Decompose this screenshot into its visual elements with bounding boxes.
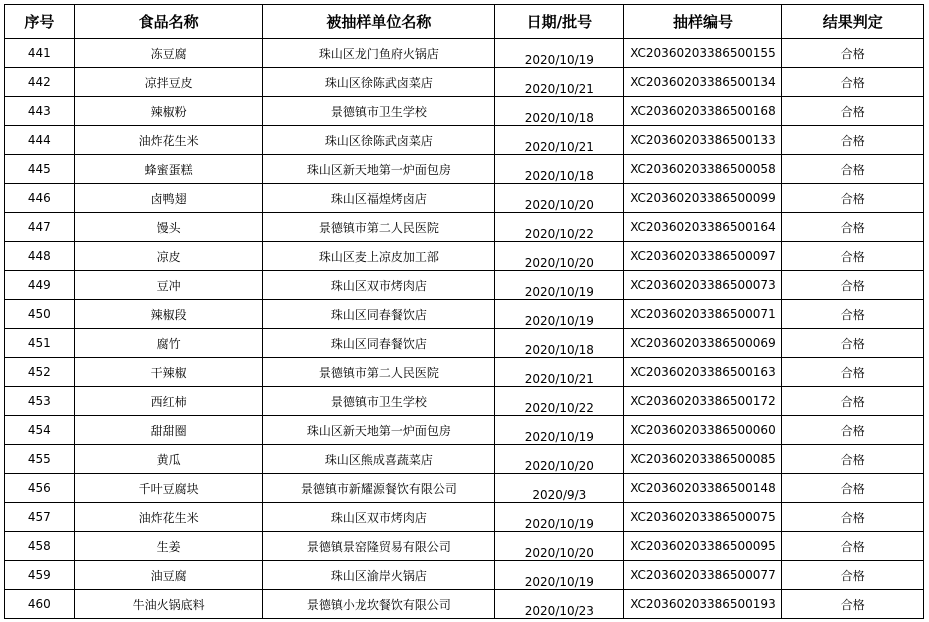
cell-date-batch[interactable]: 2020/10/20 xyxy=(495,184,624,213)
cell-seq[interactable]: 452 xyxy=(5,358,75,387)
cell-result[interactable]: 合格 xyxy=(782,561,924,590)
cell-seq[interactable]: 443 xyxy=(5,97,75,126)
table-row xyxy=(5,474,924,503)
table-row xyxy=(5,68,924,97)
cell-sampled-unit[interactable]: 珠山区渝岸火锅店 xyxy=(263,561,495,590)
cell-sampled-unit[interactable]: 景德镇市卫生学校 xyxy=(263,97,495,126)
cell-sampled-unit[interactable]: 珠山区同春餐饮店 xyxy=(263,329,495,358)
cell-date-batch[interactable]: 2020/10/19 xyxy=(495,503,624,532)
cell-seq[interactable]: 447 xyxy=(5,213,75,242)
cell-result[interactable]: 合格 xyxy=(782,242,924,271)
table-row xyxy=(5,39,924,68)
cell-seq[interactable]: 441 xyxy=(5,39,75,68)
cell-date-batch[interactable]: 2020/10/22 xyxy=(495,387,624,416)
cell-result[interactable]: 合格 xyxy=(782,184,924,213)
cell-result[interactable]: 合格 xyxy=(782,155,924,184)
cell-sampled-unit[interactable]: 珠山区新天地第一炉面包房 xyxy=(263,155,495,184)
cell-food-name[interactable]: 油炸花生米 xyxy=(74,126,263,155)
cell-date-batch[interactable]: 2020/10/21 xyxy=(495,358,624,387)
cell-seq[interactable]: 460 xyxy=(5,590,75,619)
cell-seq[interactable]: 458 xyxy=(5,532,75,561)
cell-food-name[interactable]: 凉拌豆皮 xyxy=(74,68,263,97)
table-row xyxy=(5,503,924,532)
cell-sample-code[interactable]: XC20360203386500148 xyxy=(624,474,782,503)
table-row xyxy=(5,358,924,387)
cell-result[interactable]: 合格 xyxy=(782,271,924,300)
cell-sample-code[interactable]: XC20360203386500164 xyxy=(624,213,782,242)
table-row xyxy=(5,561,924,590)
cell-sampled-unit[interactable]: 珠山区徐陈武卤菜店 xyxy=(263,68,495,97)
table-row xyxy=(5,416,924,445)
cell-sampled-unit[interactable]: 珠山区徐陈武卤菜店 xyxy=(263,126,495,155)
cell-sampled-unit[interactable]: 景德镇市卫生学校 xyxy=(263,387,495,416)
cell-seq[interactable]: 453 xyxy=(5,387,75,416)
cell-sample-code[interactable]: XC20360203386500075 xyxy=(624,503,782,532)
table-body xyxy=(5,39,924,619)
cell-date-batch[interactable]: 2020/10/20 xyxy=(495,532,624,561)
cell-food-name[interactable]: 甜甜圈 xyxy=(74,416,263,445)
cell-sampled-unit[interactable]: 景德镇景窑隆贸易有限公司 xyxy=(263,532,495,561)
cell-seq[interactable]: 454 xyxy=(5,416,75,445)
cell-food-name[interactable]: 油豆腐 xyxy=(74,561,263,590)
table-row xyxy=(5,590,924,619)
cell-date-batch[interactable]: 2020/10/23 xyxy=(495,590,624,619)
cell-seq[interactable]: 457 xyxy=(5,503,75,532)
cell-sample-code[interactable]: XC20360203386500155 xyxy=(624,39,782,68)
cell-result[interactable]: 合格 xyxy=(782,387,924,416)
table-row xyxy=(5,445,924,474)
cell-sample-code[interactable]: XC20360203386500071 xyxy=(624,300,782,329)
cell-date-batch[interactable]: 2020/10/19 xyxy=(495,271,624,300)
cell-sampled-unit[interactable]: 珠山区麦上凉皮加工部 xyxy=(263,242,495,271)
table-row xyxy=(5,300,924,329)
cell-result[interactable]: 合格 xyxy=(782,358,924,387)
cell-sampled-unit[interactable]: 珠山区新天地第一炉面包房 xyxy=(263,416,495,445)
cell-result[interactable]: 合格 xyxy=(782,300,924,329)
cell-sample-code[interactable]: XC20360203386500099 xyxy=(624,184,782,213)
cell-sample-code[interactable]: XC20360203386500133 xyxy=(624,126,782,155)
cell-food-name[interactable]: 腐竹 xyxy=(74,329,263,358)
header-food-name[interactable]: 食品名称 xyxy=(74,5,263,39)
cell-date-batch[interactable]: 2020/10/19 xyxy=(495,561,624,590)
cell-sampled-unit[interactable]: 珠山区双市烤肉店 xyxy=(263,503,495,532)
cell-date-batch[interactable]: 2020/10/21 xyxy=(495,68,624,97)
cell-seq[interactable]: 449 xyxy=(5,271,75,300)
cell-seq[interactable]: 446 xyxy=(5,184,75,213)
cell-food-name[interactable]: 辣椒段 xyxy=(74,300,263,329)
cell-food-name[interactable]: 辣椒粉 xyxy=(74,97,263,126)
cell-sampled-unit[interactable]: 景德镇小龙坎餐饮有限公司 xyxy=(263,590,495,619)
cell-sampled-unit[interactable]: 景德镇市新耀源餐饮有限公司 xyxy=(263,474,495,503)
cell-seq[interactable]: 451 xyxy=(5,329,75,358)
header-result[interactable]: 结果判定 xyxy=(782,5,924,39)
table-row xyxy=(5,184,924,213)
cell-food-name[interactable]: 冻豆腐 xyxy=(74,39,263,68)
cell-sample-code[interactable]: XC20360203386500085 xyxy=(624,445,782,474)
cell-date-batch[interactable]: 2020/10/20 xyxy=(495,445,624,474)
cell-date-batch[interactable]: 2020/10/19 xyxy=(495,416,624,445)
cell-sample-code[interactable]: XC20360203386500097 xyxy=(624,242,782,271)
cell-food-name[interactable]: 西红柿 xyxy=(74,387,263,416)
cell-food-name[interactable]: 凉皮 xyxy=(74,242,263,271)
table-row xyxy=(5,97,924,126)
cell-result[interactable]: 合格 xyxy=(782,329,924,358)
table-row xyxy=(5,329,924,358)
cell-food-name[interactable]: 牛油火锅底料 xyxy=(74,590,263,619)
table-row xyxy=(5,387,924,416)
table-row xyxy=(5,532,924,561)
cell-sampled-unit[interactable]: 景德镇市第二人民医院 xyxy=(263,358,495,387)
cell-seq[interactable]: 444 xyxy=(5,126,75,155)
table-row xyxy=(5,126,924,155)
header-row xyxy=(5,5,924,39)
cell-result[interactable]: 合格 xyxy=(782,126,924,155)
cell-seq[interactable]: 448 xyxy=(5,242,75,271)
cell-sampled-unit[interactable]: 景德镇市第二人民医院 xyxy=(263,213,495,242)
cell-sample-code[interactable]: XC20360203386500073 xyxy=(624,271,782,300)
cell-sampled-unit[interactable]: 珠山区福煌烤卤店 xyxy=(263,184,495,213)
cell-seq[interactable]: 450 xyxy=(5,300,75,329)
cell-result[interactable]: 合格 xyxy=(782,97,924,126)
cell-food-name[interactable]: 生姜 xyxy=(74,532,263,561)
table-row xyxy=(5,242,924,271)
cell-sample-code[interactable]: XC20360203386500172 xyxy=(624,387,782,416)
cell-food-name[interactable]: 豆冲 xyxy=(74,271,263,300)
cell-date-batch[interactable]: 2020/10/20 xyxy=(495,242,624,271)
cell-result[interactable]: 合格 xyxy=(782,532,924,561)
header-sample-code[interactable]: 抽样编号 xyxy=(624,5,782,39)
cell-sample-code[interactable]: XC20360203386500069 xyxy=(624,329,782,358)
cell-sample-code[interactable]: XC20360203386500060 xyxy=(624,416,782,445)
cell-date-batch[interactable]: 2020/10/18 xyxy=(495,97,624,126)
header-sampled-unit[interactable]: 被抽样单位名称 xyxy=(263,5,495,39)
cell-sample-code[interactable]: XC20360203386500077 xyxy=(624,561,782,590)
table-row xyxy=(5,271,924,300)
inspection-results-table xyxy=(4,4,924,619)
cell-sample-code[interactable]: XC20360203386500193 xyxy=(624,590,782,619)
cell-result[interactable]: 合格 xyxy=(782,590,924,619)
cell-date-batch[interactable]: 2020/10/19 xyxy=(495,300,624,329)
cell-food-name[interactable]: 干辣椒 xyxy=(74,358,263,387)
cell-seq[interactable]: 442 xyxy=(5,68,75,97)
cell-sample-code[interactable]: XC20360203386500058 xyxy=(624,155,782,184)
cell-sampled-unit[interactable]: 珠山区龙门鱼府火锅店 xyxy=(263,39,495,68)
header-date-batch[interactable]: 日期/批号 xyxy=(495,5,624,39)
cell-result[interactable]: 合格 xyxy=(782,474,924,503)
cell-result[interactable]: 合格 xyxy=(782,416,924,445)
cell-food-name[interactable]: 卤鸭翅 xyxy=(74,184,263,213)
cell-sampled-unit[interactable]: 珠山区同春餐饮店 xyxy=(263,300,495,329)
header-seq[interactable]: 序号 xyxy=(5,5,75,39)
cell-sampled-unit[interactable]: 珠山区双市烤肉店 xyxy=(263,271,495,300)
cell-food-name[interactable]: 千叶豆腐块 xyxy=(74,474,263,503)
cell-date-batch[interactable]: 2020/10/18 xyxy=(495,329,624,358)
table-row xyxy=(5,155,924,184)
cell-sampled-unit[interactable]: 珠山区熊成喜蔬菜店 xyxy=(263,445,495,474)
cell-date-batch[interactable]: 2020/9/3 xyxy=(495,474,624,503)
cell-sample-code[interactable]: XC20360203386500168 xyxy=(624,97,782,126)
cell-date-batch[interactable]: 2020/10/22 xyxy=(495,213,624,242)
cell-result[interactable]: 合格 xyxy=(782,445,924,474)
cell-seq[interactable]: 459 xyxy=(5,561,75,590)
cell-sample-code[interactable]: XC20360203386500134 xyxy=(624,68,782,97)
cell-seq[interactable]: 445 xyxy=(5,155,75,184)
cell-food-name[interactable]: 蜂蜜蛋糕 xyxy=(74,155,263,184)
cell-date-batch[interactable]: 2020/10/19 xyxy=(495,39,624,68)
cell-seq[interactable]: 455 xyxy=(5,445,75,474)
cell-sample-code[interactable]: XC20360203386500095 xyxy=(624,532,782,561)
cell-result[interactable]: 合格 xyxy=(782,39,924,68)
cell-result[interactable]: 合格 xyxy=(782,213,924,242)
cell-food-name[interactable]: 馒头 xyxy=(74,213,263,242)
cell-result[interactable]: 合格 xyxy=(782,503,924,532)
window-edge xyxy=(924,0,929,622)
cell-sample-code[interactable]: XC20360203386500163 xyxy=(624,358,782,387)
cell-food-name[interactable]: 黄瓜 xyxy=(74,445,263,474)
cell-result[interactable]: 合格 xyxy=(782,68,924,97)
table-row xyxy=(5,213,924,242)
cell-date-batch[interactable]: 2020/10/18 xyxy=(495,155,624,184)
cell-date-batch[interactable]: 2020/10/21 xyxy=(495,126,624,155)
cell-seq[interactable]: 456 xyxy=(5,474,75,503)
cell-food-name[interactable]: 油炸花生米 xyxy=(74,503,263,532)
